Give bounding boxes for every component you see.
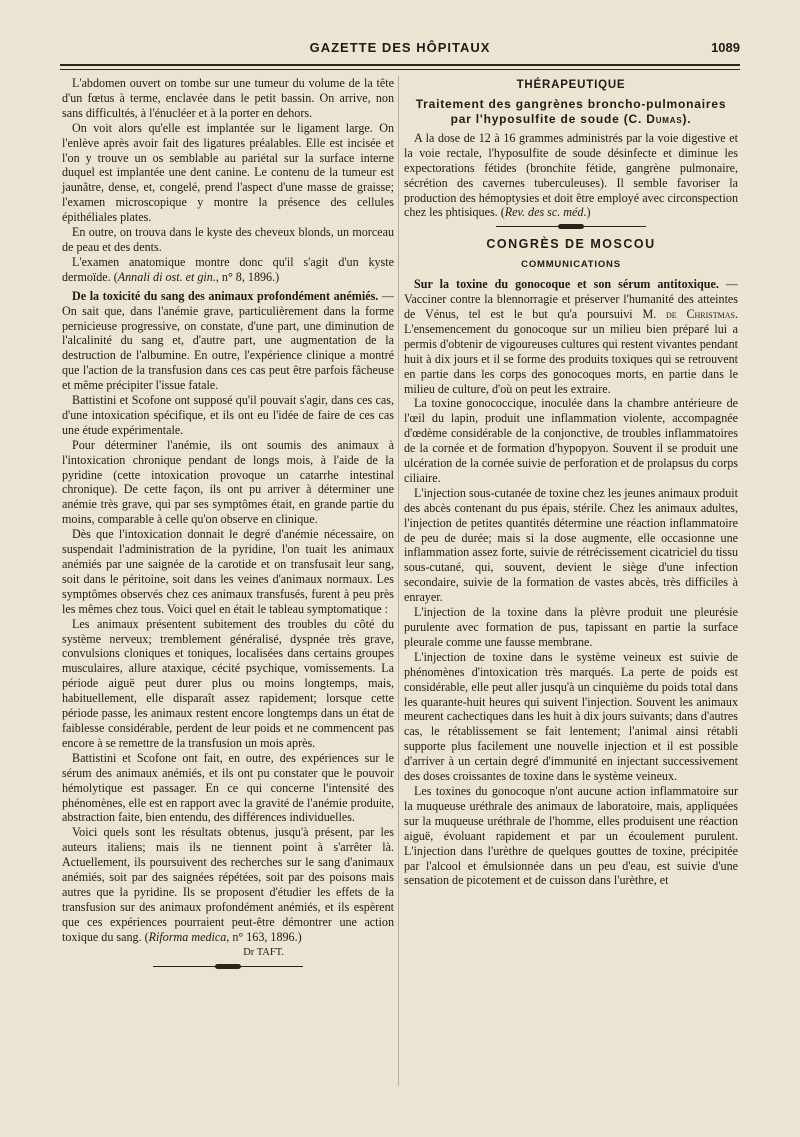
paragraph: L'injection sous-cutanée de toxine chez les jeunes animaux produit des abcès contenant du pus épais, stérile. Chez les animaux adultes, l'injection de petites quantités détermine une réaction inflammatoire de peu de durée; mais si la dose augmente, elle occasionne une inflammation assez forte, suivie de rétrécissement cicatriciel du tissu sous-cutané, qui, souvent, devient le siège d'une infection secondaire, suivie de la formation de vastes abcès, très difficiles à enrayer. [404, 485, 738, 605]
article-title: De la toxicité du sang des animaux profondément anémiés. [72, 288, 379, 303]
journal-title: GAZETTE DES HÔPITAUX [309, 40, 491, 55]
page-number: 1089 [711, 40, 740, 55]
paragraph: La toxine gonococcique, inoculée dans la chambre antérieure de l'œil du lapin, produit une inflammation violente, accompagnée d'œdème considérable de la conjonctive, de troubles inflammatoires de la cornée et de formation d'hypopyon. Souvent il se produit une ulcération de la cornée suivie de perforation et de prolapsus du corps ciliaire. [404, 396, 738, 485]
paragraph: Battistini et Scofone ont fait, en outre, des expériences sur le sérum des animaux anémiés, et ils ont pu constater que le pouvoir hémolytique est passager. En ce qui concerne l'intensité des phénomènes, elle est en rapport avec la gravité de l'anémie produite, abstraction faite, bien entendu, des différences individuelles. [62, 750, 394, 825]
article-heading [404, 97, 738, 127]
article-title: Traitement des gangrènes broncho-pulmonaires par l'hyposulfite de soude [415, 96, 727, 126]
paragraph-text: A la dose de 12 à 16 grammes administrés par la voie digestive et la voie rectale, l'hyposulfite de soude désinfecte et diminue les expectorations fétides (bronchite fétide, gangrène pulmonaire, sécrétion des cavernes tuberculeuses). Il semble favoriser la production des hémoptysies et doit être employé avec circonspection chez les phtisiques. ( [404, 130, 738, 220]
article-title: Sur la toxine du gonocoque et son sérum antitoxique. [414, 277, 719, 292]
paragraph [62, 255, 394, 285]
paragraph-text: — On sait que, dans l'anémie grave, particulièrement dans la forme pernicieuse progressive, on constate, d'une part, une diminution de l'alcalinité du sang et, d'autre part, une augmentation de la destruction de l'albumine. En outre, l'expérience clinique a montré que l'action de la transfusion dans ces cas peut être parfois fâcheuse et même précipiter l'issue fatale. [62, 288, 394, 393]
citation-source: Riforma medica [148, 929, 227, 944]
article-toxicity [62, 289, 394, 393]
divider-ornament [215, 964, 241, 969]
paragraph [62, 825, 394, 944]
citation-source: Annali di ost. et gin. [117, 269, 216, 284]
paragraph [404, 131, 738, 220]
section-divider [153, 966, 303, 969]
column-divider [398, 76, 399, 1086]
paragraph-text: L'examen anatomique montre donc qu'il s'agit d'un kyste dermoïde. ( [62, 254, 394, 284]
section-divider [496, 226, 646, 229]
paragraph: L'injection de la toxine dans la plèvre produit une pleurésie purulente avec formation de pus, tapissant en partie la surface pleurale comme une fausse membrane. [404, 605, 738, 649]
paragraph-text: Voici quels sont les résultats obtenus, jusqu'à présent, par les auteurs italiens; mais ils ne tiennent point à s'arrêter là. Actuellement, ils poursuivent des recherches sur le sang d'animaux anémiés, soit par des saignées répétées, soit par des poisons mais autres que la pyridine. Ils se proposent d'étudier les effets de la transfusion sur des animaux profondément anémiés, et ils espèrent que ces expériences pourraient peut-être démontrer une action toxique du sang. ( [62, 825, 394, 944]
right-column [404, 76, 738, 888]
article-author: (C. Dumas). [623, 111, 692, 126]
article-author: M. de Christmas [642, 306, 735, 321]
paragraph: En outre, on trouva dans le kyste des cheveux blonds, un morceau de peau et des dents. [62, 225, 394, 254]
paragraph: L'abdomen ouvert on tombe sur une tumeur du volume de la tête d'un fœtus à terme, enclavée dans le petit bassin. On arrive, non sans difficultés, à l'énucléer et à la porter en dehors. [62, 76, 394, 120]
paragraph: Les animaux présentent subitement des troubles du côté du système nerveux; tremblement généralisé, dyspnée très grave, convulsions cloniques et toniques, localisées dans certains groupes musculaires, allure ataxique, cécité psychique, vomissements. La période aiguë peut durer plus ou moins longtemps, mais, habituellement, elle disparaît assez rapidement; lorsque cette période passe, les animaux restent encore longtemps dans un état de faiblesse considérable, perdent de leur poids et ne commencent pas encore à se remettre de la transfusion un mois après. [62, 616, 394, 750]
header-rule-thin [60, 69, 740, 70]
subsection-heading: COMMUNICATIONS [521, 259, 621, 271]
citation-number: , n° 163, 1896.) [226, 929, 302, 944]
section-heading-therapeutique: THÉRAPEUTIQUE [516, 79, 626, 91]
article-gonocoque [404, 277, 738, 396]
citation-source: Rev. des sc. méd. [504, 205, 587, 220]
divider-ornament [558, 224, 584, 229]
paragraph-text: — Vacciner contre la blennorragie et préserver l'humanité des atteintes de Vénus, tel est le but qu'a poursuivi [404, 277, 738, 321]
left-column [62, 76, 394, 971]
section-heading-congres: CONGRÈS DE MOSCOU [486, 237, 656, 252]
paragraph: Les toxines du gonocoque n'ont aucune action inflammatoire sur la muqueuse uréthrale des animaux de laboratoire, mais, appliquées sur la muqueuse uréthrale de l'homme, elles produisent une réaction aiguë, évoluant rapidement et par un écoulement purulent. L'injection dans l'urèthre de quelques gouttes de toxine, précipitée par l'alcool et émulsionnée dans un peu d'eau, est suivie d'une sensation de picotement et de cuisson dans l'urèthre, et [404, 783, 738, 888]
paragraph: On voit alors qu'elle est implantée sur le ligament large. On l'enlève après avoir fait des ligatures préalables. Elle est incisée et l'on y trouve un os semblable au pariétal sur la surface interne duquel est implantée une dent canine. Le contenu de la tumeur est jaunâtre, dense, et, congelé, prend l'aspect d'une masse de graisse; l'examen microscopique y montre la présence des cellules épithéliales plates. [62, 120, 394, 225]
paragraph: L'injection de toxine dans le système veineux est suivie de phénomènes d'intoxication très marqués. La perte de poids est considérable, elle peut aller jusqu'à un cinquième du poids total dans les quarante-huit heures qui suivent l'injection. Souvent les animaux meurent cachectiques dans les huit à dix jours suivants; dans d'autres cas, le rétablissement se fait lentement; l'animal ainsi rétabli supporte plus facilement une nouvelle injection et il est possible d'arriver à un certain degré d'immunité en injectant successivement des doses croissantes de toxine dans le système veineux. [404, 649, 738, 784]
citation-number: , n° 8, 1896.) [215, 269, 280, 284]
paragraph: Battistini et Scofone ont supposé qu'il pouvait s'agir, dans ces cas, d'une intoxication spécifique, et ils ont eu l'idée de faire de ces cas une étude expérimentale. [62, 393, 394, 437]
paragraph: Pour déterminer l'anémie, ils ont soumis des animaux à l'intoxication chronique pendant de longs mois, à l'aide de la pyridine (cette intoxication provoque un catarrhe intestinal chronique). De cette façon, ils ont pu arriver à déterminer une anémie très grave, qui par ses symptômes était, en grande partie du moins, comparable à celle qu'on observe en clinique. [62, 437, 394, 527]
header-rule [60, 64, 740, 66]
page-header [60, 40, 740, 62]
paragraph-text: . L'ensemencement du gonocoque sur un milieu bien préparé lui a permis d'obtenir de vigoureuses cultures qui restent vivantes pendant huit à dix jours et il se forme des produits toxiques qui se retrouvent en partie dans les corps des gonocoques morts, en partie dans le milieu de culture, d'où on peut les extraire. [404, 306, 738, 396]
author-signature: Dr TAFT. [243, 946, 284, 958]
paragraph: Dès que l'intoxication donnait le degré d'anémie nécessaire, on suspendait l'administration de la pyridine, l'on tuait les animaux anémiés par une saignée de la carotide et on transfusait leur sang, soit dans le péritoine, soit dans les veines d'animaux normaux. Les symptômes observés chez ces animaux transfusés, furent à peu près les mêmes chez tous. Voici quel en était le tableau symptomatique : [62, 527, 394, 616]
citation-end: ) [586, 205, 591, 220]
